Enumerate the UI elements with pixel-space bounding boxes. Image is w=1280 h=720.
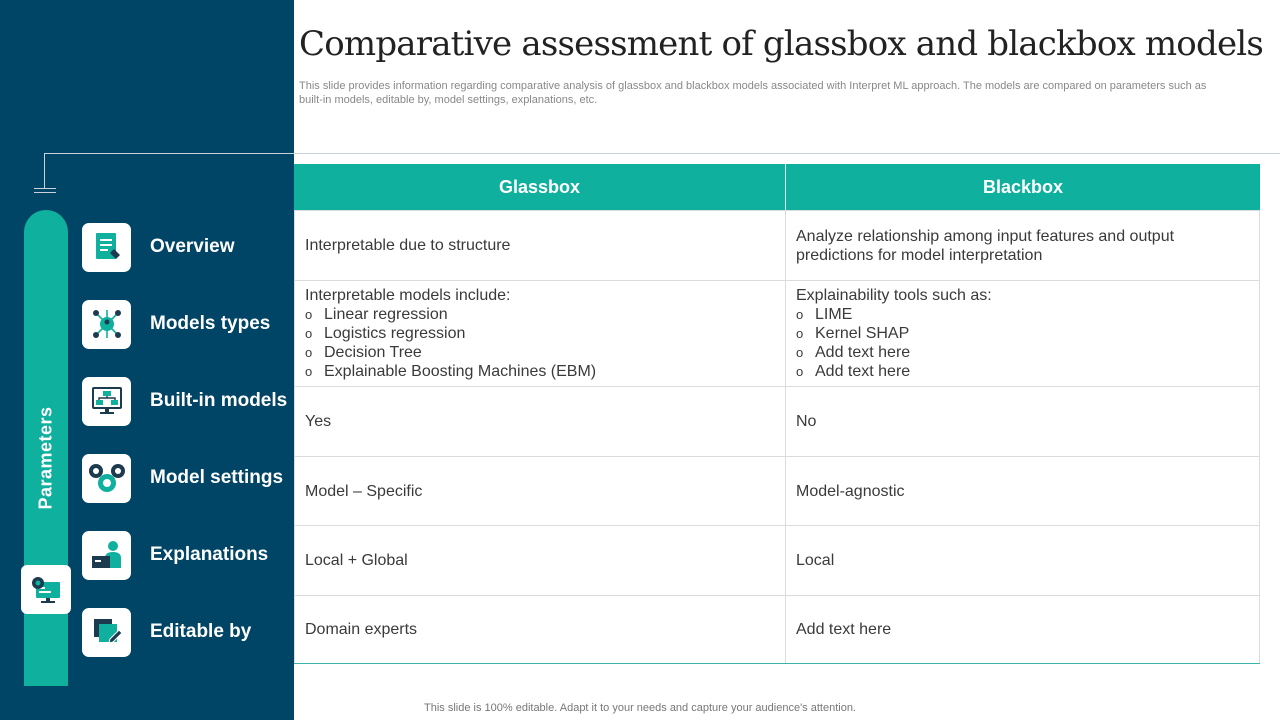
bullet: o	[305, 307, 313, 322]
table-row-overview	[294, 210, 1260, 280]
list-item	[796, 305, 1249, 324]
bullet: o	[796, 326, 804, 341]
table-cell	[295, 387, 786, 456]
param-explanations	[82, 530, 268, 580]
gears-icon	[82, 454, 131, 503]
cell-text: Domain experts	[305, 621, 418, 638]
cell-text: Local	[796, 552, 835, 569]
param-model-settings	[82, 453, 283, 503]
glassbox-model-list	[305, 305, 775, 381]
footer-text: This slide is 100% editable. Adapt it to your needs and capture your audience's attention.	[424, 702, 856, 714]
network-icon	[82, 300, 131, 349]
table-row-model-types	[294, 280, 1260, 386]
list-item-text: Add text here	[815, 363, 911, 380]
table-cell	[786, 387, 1259, 456]
cell-text: Explainability tools such as:	[796, 287, 992, 304]
bracket-stem	[44, 153, 45, 189]
list-item	[796, 343, 1249, 362]
cell-text: Interpretable due to structure	[305, 237, 511, 254]
bullet: o	[796, 364, 804, 379]
cell-text: Local + Global	[305, 552, 408, 569]
bracket-foot	[34, 192, 56, 193]
bracket-foot	[34, 188, 56, 189]
comparison-table	[294, 164, 1260, 664]
parameters-label: Parameters	[35, 406, 56, 510]
list-item	[796, 362, 1249, 381]
table-row-settings	[294, 456, 1260, 525]
list-item-text: Decision Tree	[324, 344, 422, 361]
document-icon	[82, 223, 131, 272]
param-built-in-models	[82, 376, 287, 426]
bullet: o	[305, 364, 313, 379]
cell-text: Analyze relationship among input features and output predictions for model interpretation	[796, 227, 1175, 264]
bullet: o	[305, 326, 313, 341]
flowchart-monitor-icon	[82, 377, 131, 426]
param-label: Model settings	[150, 467, 284, 488]
page-title: Comparative assessment of glassbox and blackbox models	[299, 24, 1263, 64]
param-editable-by	[82, 607, 251, 657]
table-row-editable	[294, 595, 1260, 663]
bullet: o	[305, 345, 313, 360]
list-item-text: Explainable Boosting Machines (EBM)	[324, 363, 597, 380]
list-item	[305, 305, 775, 324]
list-item-text: LIME	[815, 306, 853, 323]
page-subtitle: This slide provides information regarding comparative analysis of glassbox and blackbox models associated with Interpret ML approach. The models are compared on parameters such as built-in models, editable by, model settings, explanations, etc.	[299, 80, 1207, 106]
table-header	[294, 164, 1260, 210]
param-label: Models types	[150, 313, 271, 334]
param-label: Overview	[150, 236, 235, 257]
cell-text: Add text here	[796, 621, 892, 638]
cell-text: Yes	[305, 413, 332, 430]
param-label: Explanations	[150, 544, 269, 565]
list-item-text: Kernel SHAP	[815, 325, 910, 342]
table-cell	[786, 281, 1259, 386]
table-cell	[295, 281, 786, 386]
cell-text: Model – Specific	[305, 482, 423, 500]
param-label: Editable by	[150, 621, 252, 642]
list-item	[305, 362, 775, 381]
list-item	[305, 324, 775, 343]
cell-text: Model-agnostic	[796, 482, 905, 500]
edit-files-icon	[82, 608, 131, 657]
param-overview	[82, 222, 235, 272]
table-cell	[786, 211, 1259, 280]
table-cell	[295, 457, 786, 525]
bracket-line	[44, 153, 1280, 154]
list-item-text: Add text here	[815, 344, 911, 361]
table-cell	[295, 596, 786, 663]
table-cell	[295, 211, 786, 280]
cell-text: No	[796, 413, 817, 430]
table-cell	[786, 457, 1259, 525]
param-models-types	[82, 299, 270, 349]
bullet: o	[796, 345, 804, 360]
param-label: Built-in models	[150, 390, 288, 411]
cell-text: Interpretable models include:	[305, 287, 511, 304]
list-item	[305, 343, 775, 362]
list-item-text: Linear regression	[324, 306, 448, 323]
table-cell	[786, 526, 1259, 595]
settings-monitor-icon	[21, 565, 71, 614]
footer-note	[0, 702, 1280, 714]
table-row-explanations	[294, 525, 1260, 595]
table-row-built-in	[294, 386, 1260, 456]
table-cell	[786, 596, 1259, 663]
blackbox-tool-list	[796, 305, 1249, 381]
header-blackbox: Blackbox	[982, 176, 1064, 197]
bullet: o	[796, 307, 804, 322]
header-glassbox: Glassbox	[294, 164, 786, 210]
presenter-icon	[82, 531, 131, 580]
table-cell	[295, 526, 786, 595]
list-item-text: Logistics regression	[324, 325, 466, 342]
list-item	[796, 324, 1249, 343]
